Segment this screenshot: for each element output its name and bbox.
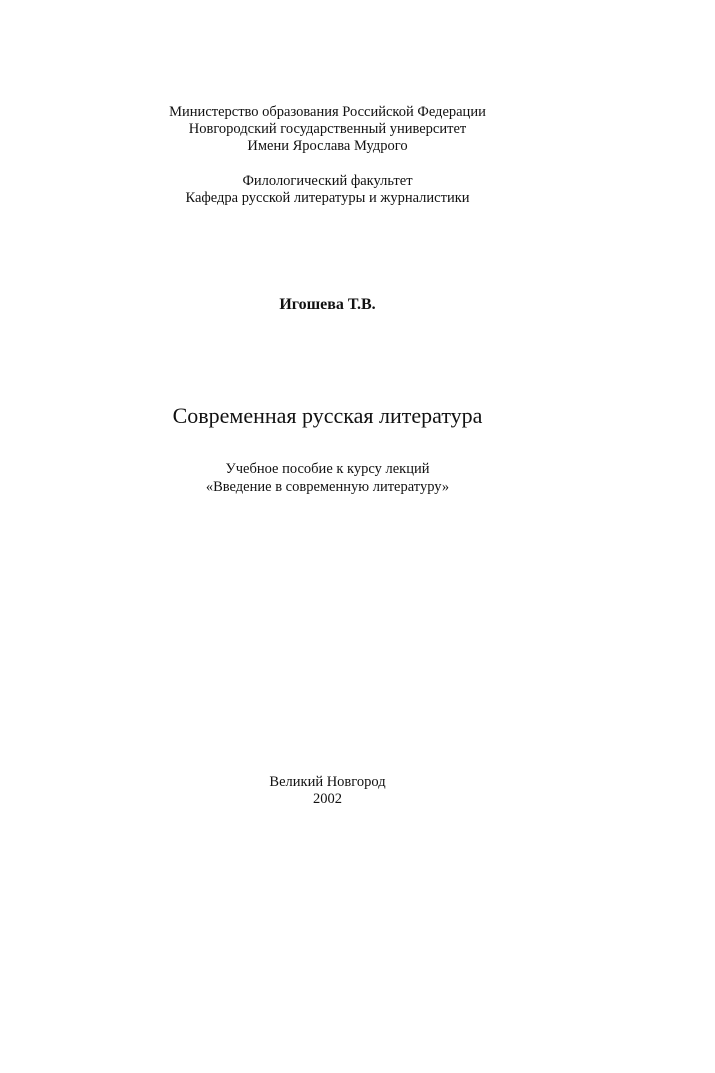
department-line-chair: Кафедра русской литературы и журналистики — [185, 190, 470, 206]
author-name: Игошева Т.В. — [279, 296, 376, 313]
subtitle-line-lecture: «Введение в современную литературу» — [205, 479, 450, 495]
imprint-year: 2002 — [313, 791, 342, 807]
department-line-faculty: Филологический факультет — [242, 173, 413, 189]
institution-line-named-after: Имени Ярослава Мудрого — [247, 138, 408, 154]
document-title: Современная русская литература — [172, 403, 483, 428]
institution-line-ministry: Министерство образования Российской Федерации — [169, 104, 486, 120]
imprint-city: Великий Новгород — [269, 774, 386, 790]
institution-line-university: Новгородский государственный университет — [188, 121, 467, 137]
subtitle-line-course: Учебное пособие к курсу лекций — [225, 461, 430, 477]
